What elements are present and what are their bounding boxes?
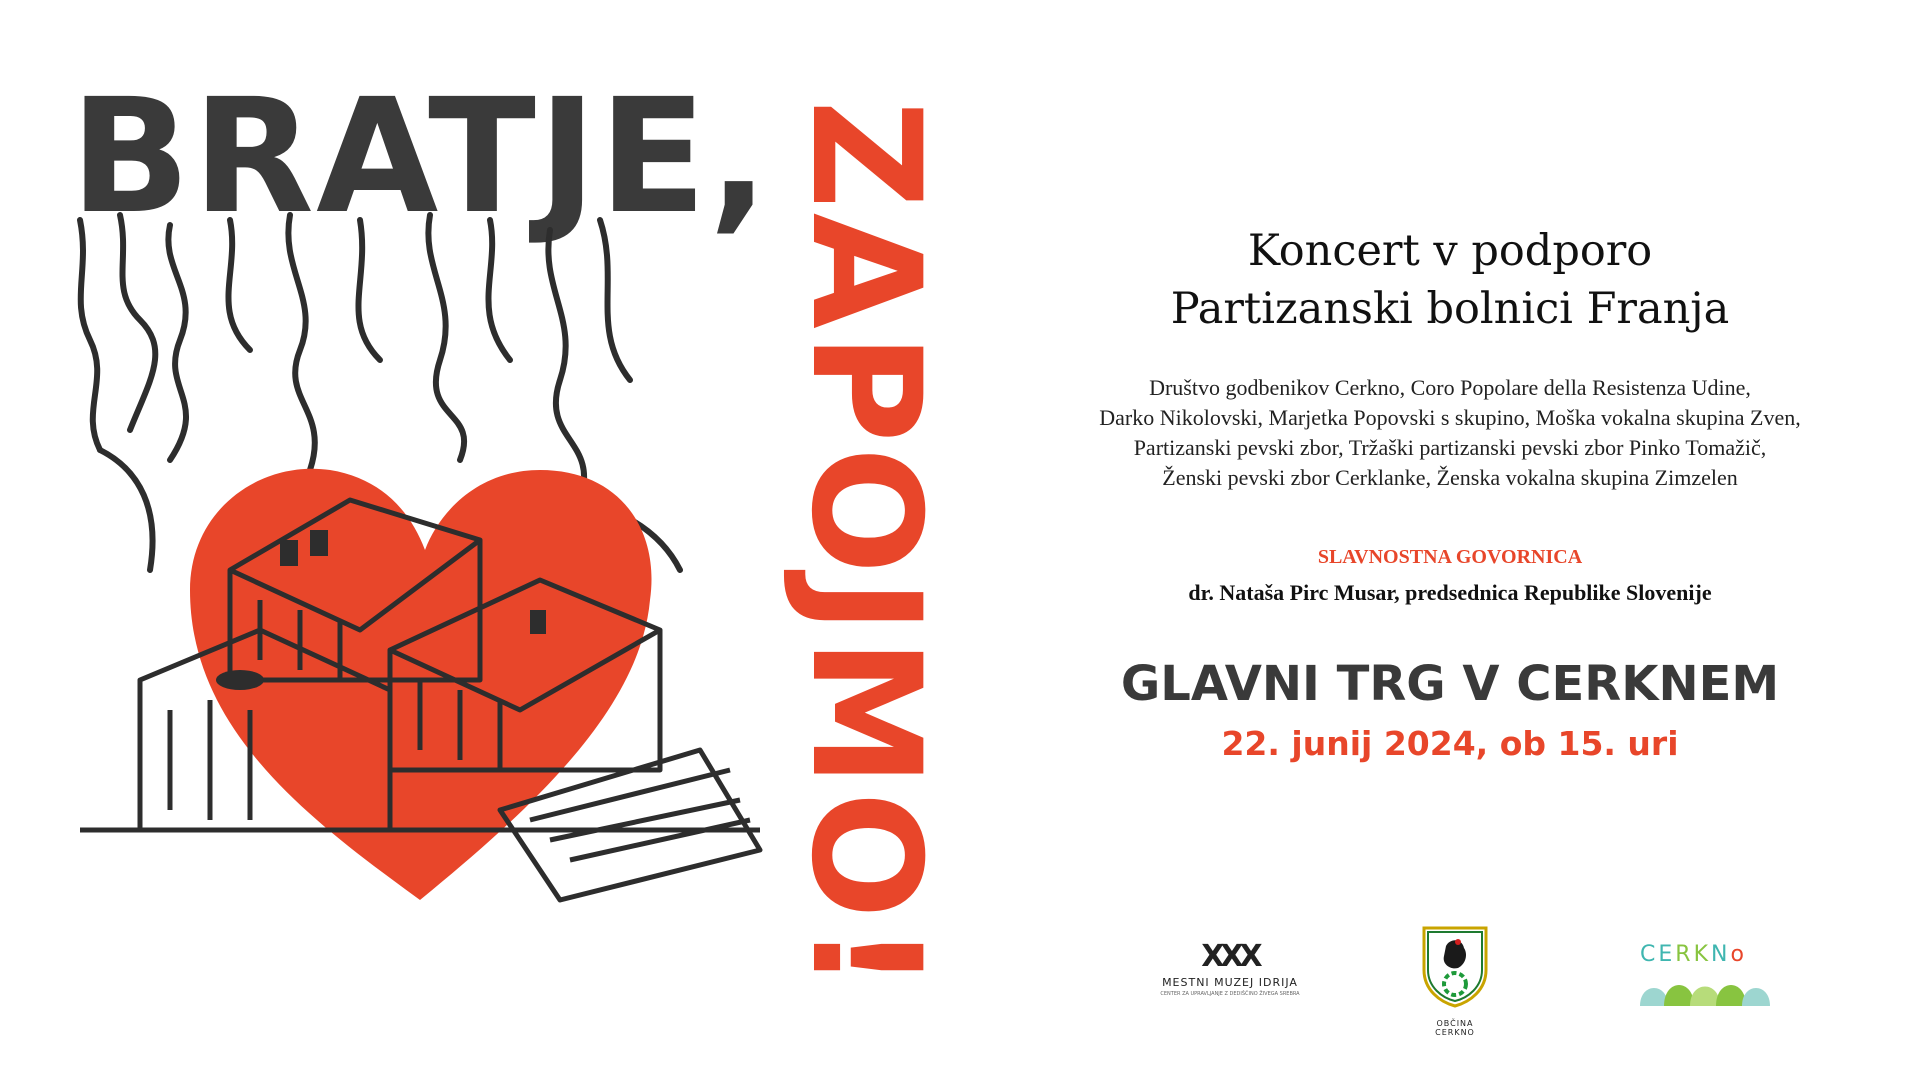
coat-of-arms-icon [1420,924,1490,1008]
concert-title [980,222,1920,338]
mestni-muzej-idrija-logo [1160,940,1300,1010]
heart-village-illustration [60,210,780,910]
obcina-logo-name: OBČINA CERKNO [1435,1019,1475,1037]
performers-line: Društvo godbenikov Cerkno, Coro Popolare della Resistenza Udine, [1149,375,1751,400]
speaker-label: SLAVNOSTNA GOVORNICA [1317,546,1583,568]
speaker-name: dr. Nataša Pirc Musar, predsednica Republike Slovenije [1188,580,1712,605]
cerkno-tourism-logo [1640,944,1770,1014]
performers-line: Darko Nikolovski, Marjetka Popovski s skupino, Moška vokalna skupina Zven, [1099,405,1801,430]
obcina-cerkno-logo [1420,924,1490,1037]
cerkno-logo-word: CERKNo [1640,942,1747,967]
concert-title-line-2: Partizanski bolnici Franja [1170,284,1730,334]
muzej-logo-subtitle: CENTER ZA UPRAVLJANJE Z DEDIŠČINO ŽIVEGA SREBRA [1160,991,1300,997]
event-info [980,0,1920,1080]
muzej-logo-name: MESTNI MUZEJ IDRIJA [1162,976,1298,989]
event-venue: GLAVNI TRG V CERKNEM [1120,656,1780,712]
performers-list [980,373,1920,493]
concert-title-line-1: Koncert v podporo [1247,226,1653,276]
performers-line: Ženski pevski zbor Cerklanke, Ženska vokalna skupina Zimzelen [1162,465,1738,490]
hills-icon [1640,966,1770,1006]
event-date: 22. junij 2024, ob 15. uri [1221,724,1679,763]
poster-title-vertical: ZAPOJMO! [778,100,952,996]
performers-line: Partizanski pevski zbor, Tržaški partizanski pevski zbor Pinko Tomažič, [1133,435,1767,460]
poster-title-main: BRATJE, [70,65,771,249]
muzej-mark-icon: ⅩⅩⅩ [1201,939,1259,974]
